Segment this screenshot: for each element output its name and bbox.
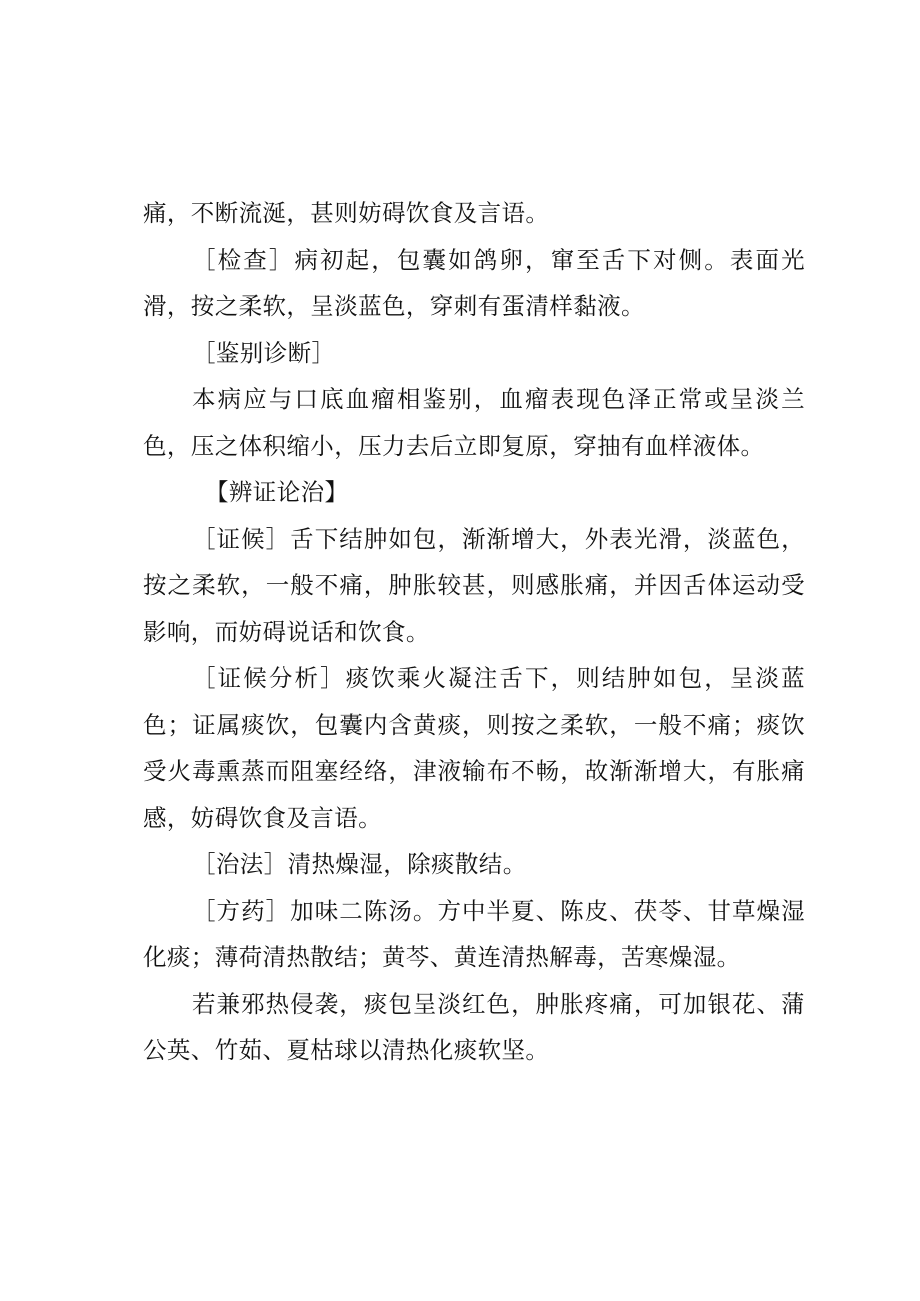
paragraph-modification: 若兼邪热侵袭，痰包呈淡红色，肿胀疼痛，可加银花、蒲公英、竹茹、夏枯球以清热化痰软坚。 (143, 989, 805, 1064)
heading-differential-diagnosis: ［鉴别诊断］ (192, 338, 336, 367)
paragraph-treatment-method: ［治法］清热燥湿，除痰散结。 (192, 850, 527, 878)
paragraph-examination: ［检查］病初起，包囊如鸽卵，窜至舌下对侧。表面光滑，按之柔软，呈淡蓝色，穿刺有蛋清样黏液。 (143, 245, 805, 320)
document-body (143, 190, 805, 1074)
paragraph-differential-diagnosis: 本病应与口底血瘤相鉴别，血瘤表现色泽正常或呈淡兰色，压之体积缩小，压力去后立即复原，穿抽有血样液体。 (143, 385, 805, 460)
paragraph-prescription: ［方药］加味二陈汤。方中半夏、陈皮、茯苓、甘草燥湿化痰；薄荷清热散结；黄芩、黄连清热解毒，苦寒燥湿。 (143, 896, 805, 971)
paragraph-continuation: 痛，不断流涎，甚则妨碍饮食及言语。 (143, 199, 550, 227)
paragraph-symptom-analysis: ［证候分析］痰饮乘火凝注舌下，则结肿如包，呈淡蓝色；证属痰饮，包囊内含黄痰，则按之柔软，一般不痛；痰饮受火毒熏蒸而阻塞经络，津液输布不畅，故渐渐增大，有胀痛感，妨碍饮食及言语。 (143, 664, 805, 832)
heading-syndrome-treatment: 【辨证论治】 (205, 478, 349, 506)
paragraph-symptoms: ［证候］舌下结肿如包，渐渐增大，外表光滑，淡蓝色，按之柔软，一般不痛，肿胀较甚，则感胀痛，并因舌体运动受影响，而妨碍说话和饮食。 (143, 524, 805, 646)
